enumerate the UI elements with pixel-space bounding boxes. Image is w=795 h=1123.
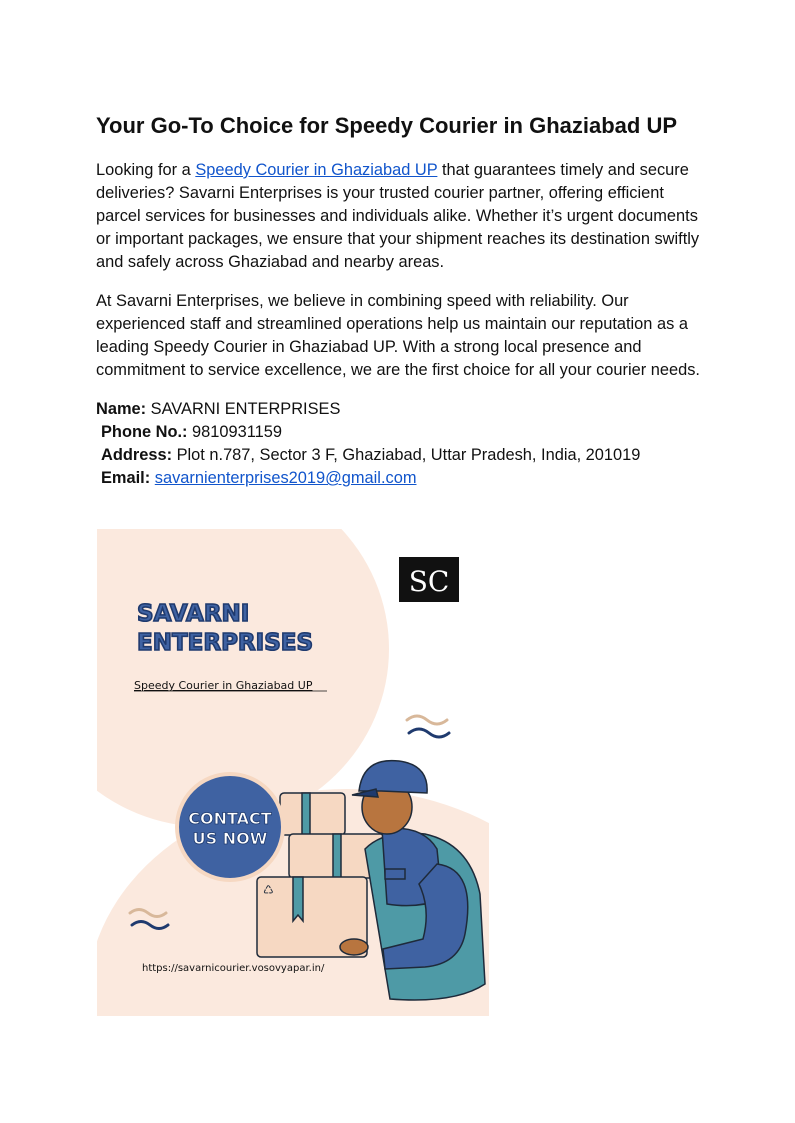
speedy-courier-link[interactable]: Speedy Courier in Ghaziabad UP [195,161,438,179]
address-label: Address: [101,446,173,464]
email-label: Email: [101,469,151,487]
contact-us-button[interactable] [177,774,283,880]
contact-address [96,444,706,467]
phone-value: 9810931159 [187,423,282,441]
contact-details [96,398,706,490]
promo-poster [97,529,489,1016]
email-link[interactable]: savarnienterprises2019@gmail.com [154,469,417,487]
document-body [96,112,706,490]
name-label: Name: [96,400,147,418]
poster-tagline: Speedy Courier in Ghaziabad UP [134,679,313,692]
poster-url: https://savarnicourier.vosovyapar.in/ [142,963,325,974]
svg-text:♺: ♺ [263,883,274,897]
intro-paragraph [96,159,706,274]
cta-line-2: US NOW [192,829,268,848]
sc-logo-icon [399,557,459,602]
name-value: SAVARNI ENTERPRISES [146,400,341,418]
phone-label: Phone No.: [101,423,188,441]
address-value: Plot n.787, Sector 3 F, Ghaziabad, Uttar Pradesh, India, 201019 [172,446,641,464]
brand-line-1: SAVARNI [137,601,250,627]
second-paragraph: At Savarni Enterprises, we believe in combining speed with reliability. Our experienced staff and streamlined operations help us maintain our reputation as a leading Speedy Courier in Ghaziabad UP. With a strong local presence and commitment to service excellence, we are the first choice for all your courier needs. [96,292,700,379]
intro-text-end: that guarantees timely and secure deliveries? Savarni Enterprises is your trusted courier partner, offering efficient parcel services for businesses and individuals alike. Whether it’s urgent documents or important packages, we ensure that your shipment reaches its destination swiftly and safely across Ghaziabad and nearby areas. [96,161,700,271]
contact-phone [96,421,706,444]
intro-text-start: Looking for a [96,161,196,179]
page-title: Your Go-To Choice for Speedy Courier in Ghaziabad UP [96,113,678,138]
brand-line-2: ENTERPRISES [137,630,314,656]
cta-line-1: CONTACT [188,809,272,828]
svg-text:SC: SC [408,565,450,598]
contact-email [96,467,706,490]
contact-name [96,398,706,421]
